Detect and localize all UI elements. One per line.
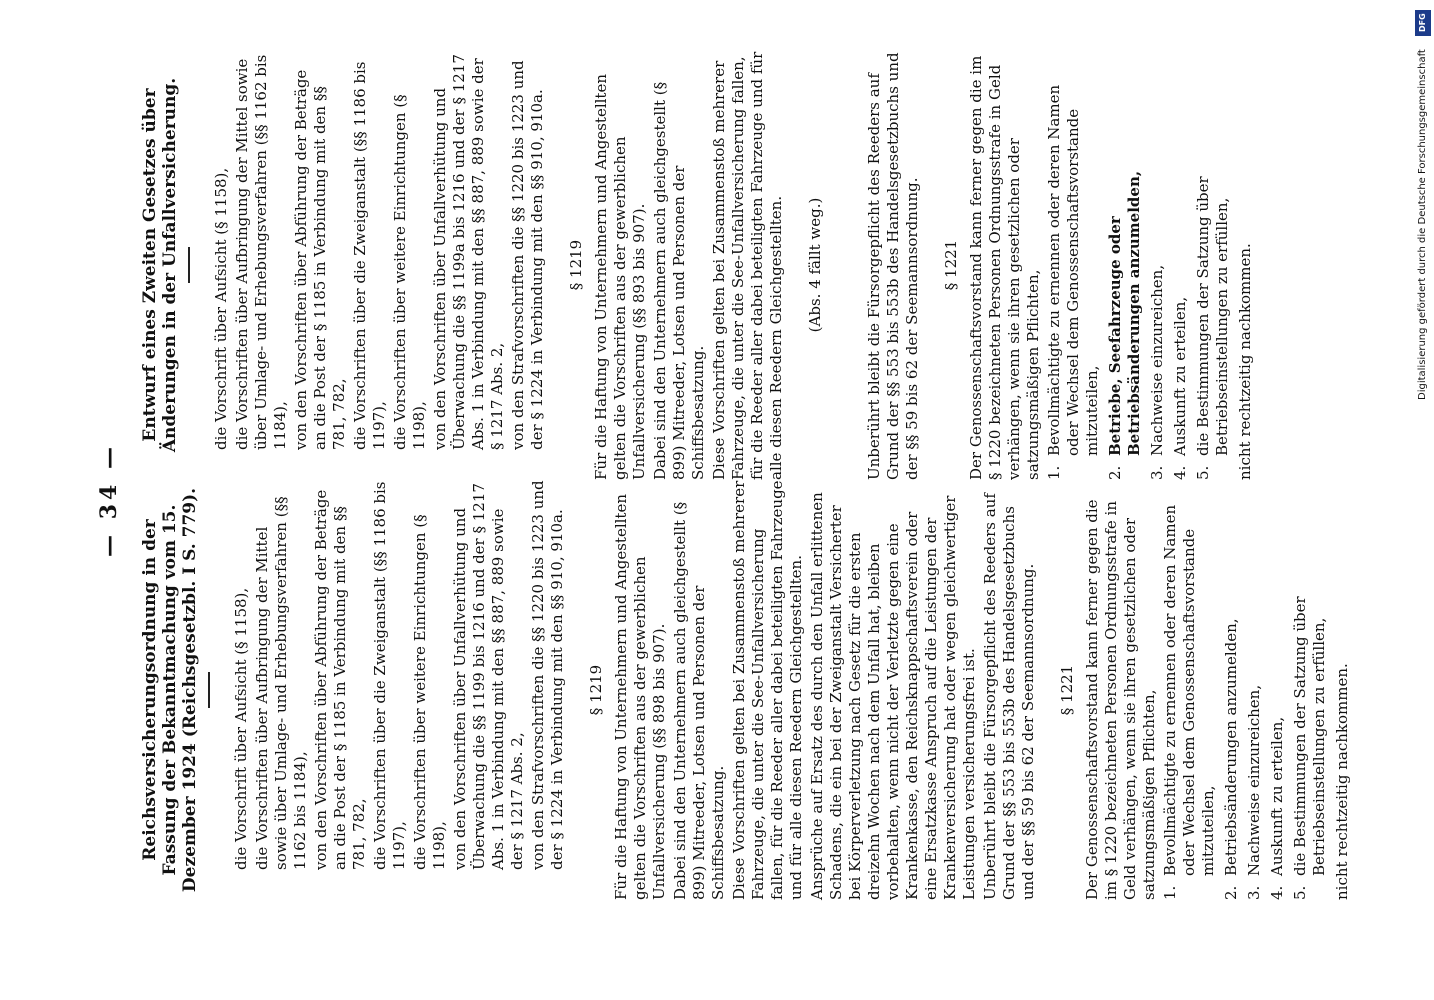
list-item: die Vorschrift über Aufsicht (§ 1158), xyxy=(232,587,250,870)
dfg-logo-icon: DFG xyxy=(1415,10,1431,36)
numbered-item: 4. Auskunft zu erteilen, xyxy=(1268,716,1286,900)
paragraph: Diese Vorschriften gelten bei Zusammenstoß mehrerer Fahrzeuge, die unter die See-Unfallversicherung fallen, für die Reeder aller dabei beteiligten Fahrzeuge und für alle diesen Reedern Gleichgestellten. xyxy=(730,480,805,900)
paragraph: Für die Haftung von Unternehmern und Angestellten gelten die Vorschriften aus der gewerblichen Unfallversicherung (§§ 893 bis 907). xyxy=(592,74,648,480)
paragraph: Dabei sind den Unternehmern auch gleichgestellt (§ 899) Mitreeder, Lotsen und Personen der Schiffsbesatzung. xyxy=(651,81,707,480)
section-heading: § 1219 xyxy=(587,664,605,716)
title-rule xyxy=(188,247,190,283)
numbered-item: 2. Betriebe, Seefahrzeuge oder Betriebsänderungen anzumelden, xyxy=(1106,170,1143,480)
paragraph: Der Genossenschaftsvorstand kann ferner gegen die im § 1220 bezeichneten Personen Ordnungsstrafe in Geld verhängen, wenn sie ihren gesetzlichen oder satzungsmäßigen Pflichten, xyxy=(967,55,1042,480)
list-item: die Vorschriften über Aufbringung der Mittel sowie über Umlage- und Erhebungsverfahren (§§ 1162 bis 1184), xyxy=(233,54,289,450)
paragraph: Unberührt bleibt die Fürsorgepflicht des Reeders auf Grund der §§ 553 bis 553b des Handelsgesetzbuchs und der §§ 59 bis 62 der Seemannsordnung. xyxy=(981,493,1037,900)
paragraph: Unberührt bleibt die Fürsorgepflicht des Reeders auf Grund der §§ 553 bis 553b des Handelsgesetzbuchs und der §§ 59 bis 62 der Seemannsordnung. xyxy=(865,52,921,480)
list-item: von den Vorschriften über Unfallverhütung und Überwachung die §§ 1199 bis 1216 und der § 1217 Abs. 1 in Verbindung mit den §§ 887, 889 sowie der § 1217 Abs. 2, xyxy=(451,483,526,870)
list-item: von den Strafvorschriften die §§ 1220 bis 1223 und der § 1224 in Verbindung mit den §§ 910, 910a. xyxy=(529,480,566,870)
right-column xyxy=(140,50,1257,480)
list-item: die Vorschriften über die Zweiganstalt (§§ 1186 bis 1197), xyxy=(371,481,408,870)
list-item: von den Vorschriften über Abführung der Beträge an die Post der § 1185 in Verbindung mit den §§ 781, 782, xyxy=(292,69,348,450)
paragraph: nicht rechtzeitig nachkommen. xyxy=(1236,243,1254,480)
section-heading: § 1219 xyxy=(567,239,585,291)
right-column-title: Entwurf eines Zweiten Gesetzes über Änderungen in der Unfallversicherung. xyxy=(140,77,180,453)
page-number: — 34 — xyxy=(96,443,122,557)
paragraph: Ansprüche auf Ersatz des durch den Unfall erlittenen Schadens, die ein bei der Zweiganstalt Versicherter bei Körperverletzung nach Gesetz für die ersten dreizehn Wochen nach dem Unfall hat, bleiben vorbehalten, wenn nicht der Verletzte gegen eine Krankenkasse, den Reichsknappschaftsverein oder eine Ersatzkasse Anspruch auf die Leistungen der Krankenversicherung hat oder wegen gleichwertiger Leistungen versicherungsfrei ist. xyxy=(808,492,978,900)
paragraph: Diese Vorschriften gelten bei Zusammenstoß mehrerer Fahrzeuge, die unter die See-Unfallversicherung fallen, für die Reeder aller dabei beteiligten Fahrzeuge und für alle diesen Reedern Gleichgestellten. xyxy=(710,51,785,480)
omission-note: (Abs. 4 fällt weg.) xyxy=(806,197,824,333)
numbered-item: 4. Auskunft zu erteilen, xyxy=(1171,296,1189,480)
list-item: von den Vorschriften über Unfallverhütung und Überwachung die §§ 1199a bis 1216 und der § 1217 Abs. 1 in Verbindung mit den §§ 887, 889 sowie der § 1217 Abs. 2, xyxy=(431,54,506,450)
numbered-item: 5. die Bestimmungen der Satzung über Betriebseinstellungen zu erfüllen, xyxy=(1194,176,1231,480)
digitization-credit: Digitalisierung gefördert durch die Deutsche Forschungsgemeinschaft xyxy=(1417,49,1428,400)
numbered-item: 3. Nachweise einzureichen, xyxy=(1245,684,1263,900)
list-item: die Vorschriften über weitere Einrichtungen (§ 1198), xyxy=(411,514,448,870)
paragraph: Dabei sind den Unternehmern auch gleichgestellt (§ 899) Mitreeder, Lotsen und Personen der Schiffsbesatzung. xyxy=(671,501,727,900)
list-item: die Vorschriften über die Zweiganstalt (§§ 1186 bis 1197), xyxy=(351,61,388,450)
list-item: von den Vorschriften über Abführung der Beträge an die Post der § 1185 in Verbindung mit den §§ 781, 782, xyxy=(312,489,368,870)
digitization-sidebar xyxy=(1415,4,1431,994)
spacer xyxy=(831,50,865,480)
list-item: von den Strafvorschriften die §§ 1220 bis 1223 und der § 1224 in Verbindung mit den §§ 910, 910a. xyxy=(509,60,546,450)
paragraph: Für die Haftung von Unternehmern und Angestellten gelten die Vorschriften aus der gewerblichen Unfallversicherung (§§ 898 bis 907). xyxy=(612,494,668,900)
paragraph: Der Genossenschaftsvorstand kann ferner gegen die im § 1220 bezeichneten Personen Ordnungsstrafe in Geld verhängen, wenn sie ihren gesetzlichen oder satzungsmäßigen Pflichten, xyxy=(1083,499,1158,900)
section-heading: § 1221 xyxy=(1058,664,1076,716)
list-item: die Vorschriften über Aufbringung der Mittel sowie über Umlage- und Erhebungsverfahren (§§ 1162 bis 1184), xyxy=(253,496,309,870)
left-column-title: Reichsversicherungsordnung in der Fassung der Bekanntmachung vom 15. Dezember 1924 (Reichsgesetzbl. I S. 779). xyxy=(140,487,200,893)
numbered-item: 5. die Bestimmungen der Satzung über Betriebseinstellungen zu erfüllen, xyxy=(1291,596,1328,900)
numbered-item: 3. Nachweise einzureichen, xyxy=(1148,264,1166,480)
title-rule xyxy=(208,672,210,708)
section-heading: § 1221 xyxy=(942,239,960,291)
list-item: die Vorschriften über weitere Einrichtungen (§ 1198), xyxy=(391,94,428,450)
numbered-item: 2. Betriebsänderungen anzumelden, xyxy=(1222,618,1240,900)
numbered-item: 1. Bevollmächtigte zu ernennen oder deren Namen oder Wechsel dem Genossenschaftsvorstande mitzuteilen, xyxy=(1045,84,1101,480)
left-column xyxy=(140,480,1354,900)
paragraph: nicht rechtzeitig nachkommen. xyxy=(1333,663,1351,900)
list-item: die Vorschrift über Aufsicht (§ 1158), xyxy=(212,167,230,450)
numbered-item: 1. Bevollmächtigte zu ernennen oder deren Namen oder Wechsel dem Genossenschaftsvorstande mitzuteilen, xyxy=(1161,504,1217,900)
